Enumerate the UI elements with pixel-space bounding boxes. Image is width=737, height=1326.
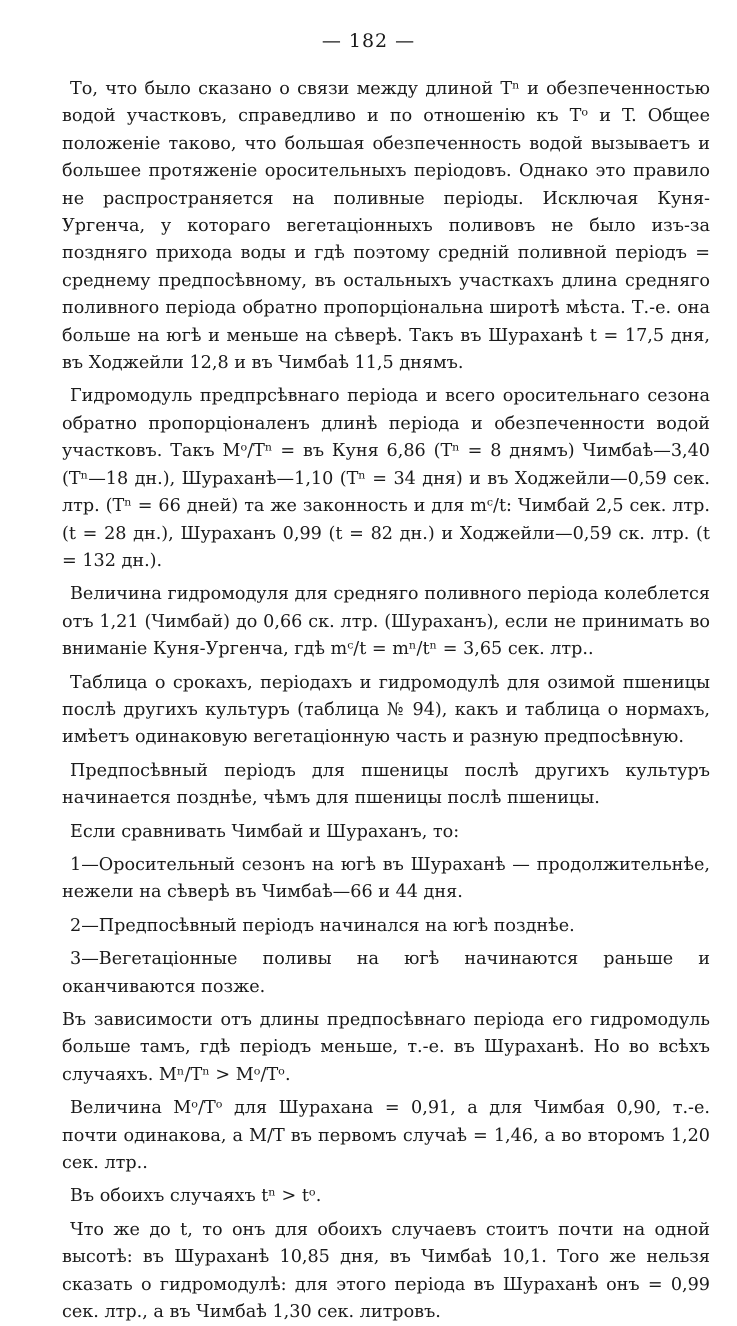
paragraph-1: То, что было сказано о связи между длиной Tⁿ и обезпеченностью водой участковъ, справедливо и по отношенію къ Tᵒ и T. Общее положеніе таково, что большая обезпеченность водой вызываетъ и большее протяженіе оросительныхъ періодовъ. Однако это правило не распространяется на поливные періоды. Исключая Куня-Ургенча, у котораго вегетаціонныхъ поливовъ не было изъ-за поздняго прихода воды и гдѣ поэтому средній поливной періодъ = среднему предпосѣвному, въ остальныхъ участкахъ длина средняго поливного періода обратно пропорціональна широтѣ мѣста. Т.-е. она больше на югѣ и меньше на сѣверѣ. Такъ въ Шураханѣ t = 17,5 дня, въ Ходжейли 12,8 и въ Чимбаѣ 11,5 днямъ. [62, 79, 710, 374]
list-item-3: 3—Вегетаціонные поливы на югѣ начинаются раньше и оканчиваются позже. [62, 949, 710, 997]
body-text [62, 76, 710, 1326]
paragraph-4: Таблица о срокахъ, періодахъ и гидромодулѣ для озимой пшеницы послѣ другихъ культуръ (таблица № 94), какъ и таблица о нормахъ, имѣетъ одинаковую вегетаціонную часть и разную предпосѣвную. [62, 672, 710, 748]
paragraph-5: Предпосѣвный періодъ для пшеницы послѣ другихъ культуръ начинается позднѣе, чѣмъ для пшеницы послѣ пшеницы. [62, 760, 710, 809]
paragraph-8: Величина Mᵒ/Tᵒ для Шурахана = 0,91, а для Чимбая 0,90, т.-е. почти одинакова, а M/T въ первомъ случаѣ = 1,46, а во второмъ 1,20 сек. лтр.. [62, 1098, 710, 1174]
page-number: — 182 — [321, 30, 416, 52]
paragraph-2: Гидромодуль предпрсѣвнаго періода и всего оросительнаго сезона обратно пропорціоналенъ длинѣ періода и обезпеченности водой участковъ. Такъ Mᵒ/Tⁿ = въ Куня 6,86 (Tⁿ = 8 днямъ) Чимбаѣ—3,40 (Tⁿ—18 дн.), Шураханѣ—1,10 (Tⁿ = 34 дня) и въ Ходжейли—0,59 сек. лтр. (Tⁿ = 66 дней) та же законность и для mᶜ/t: Чимбай 2,5 сек. лтр. (t = 28 дн.), Шураханъ 0,99 (t = 82 дн.) и Ходжейли—0,59 ск. лтр. (t = 132 дн.). [62, 386, 710, 571]
list-item-2: 2—Предпосѣвный періодъ начинался на югѣ позднѣе. [70, 915, 575, 936]
list-item-1: 1—Оросительный сезонъ на югѣ въ Шураханѣ — продолжительнѣе, нежели на сѣверѣ въ Чимбаѣ—66 и 44 дня. [62, 854, 710, 903]
paragraph-10: Что же до t, то онъ для обоихъ случаевъ стоитъ почти на одной высотѣ: въ Шураханѣ 10,85 дня, въ Чимбаѣ 10,1. Того же нельзя сказать о гидромодулѣ: для этого періода въ Шураханѣ онъ = 0,99 сек. лтр., а въ Чимбаѣ 1,30 сек. литровъ. [62, 1219, 710, 1323]
paragraph-9: Въ обоихъ случаяхъ tⁿ > tᵒ. [70, 1186, 322, 1207]
paragraph-6: Если сравнивать Чимбай и Шураханъ, то: [70, 821, 460, 842]
paragraph-7: Въ зависимости отъ длины предпосѣвнаго періода его гидромодуль больше тамъ, гдѣ періодъ меньше, т.-е. въ Шураханѣ. Но во всѣхъ случаяхъ. Mⁿ/Tⁿ > Mᵒ/Tᵒ. [62, 1010, 710, 1085]
paragraph-3: Величина гидромодуля для средняго поливного періода колеблется отъ 1,21 (Чимбай) до 0,66 ск. лтр. (Шураханъ), если не принимать во вниманіе Куня-Ургенча, гдѣ mᶜ/t = mⁿ/tⁿ = 3,65 сек. лтр.. [62, 584, 710, 660]
